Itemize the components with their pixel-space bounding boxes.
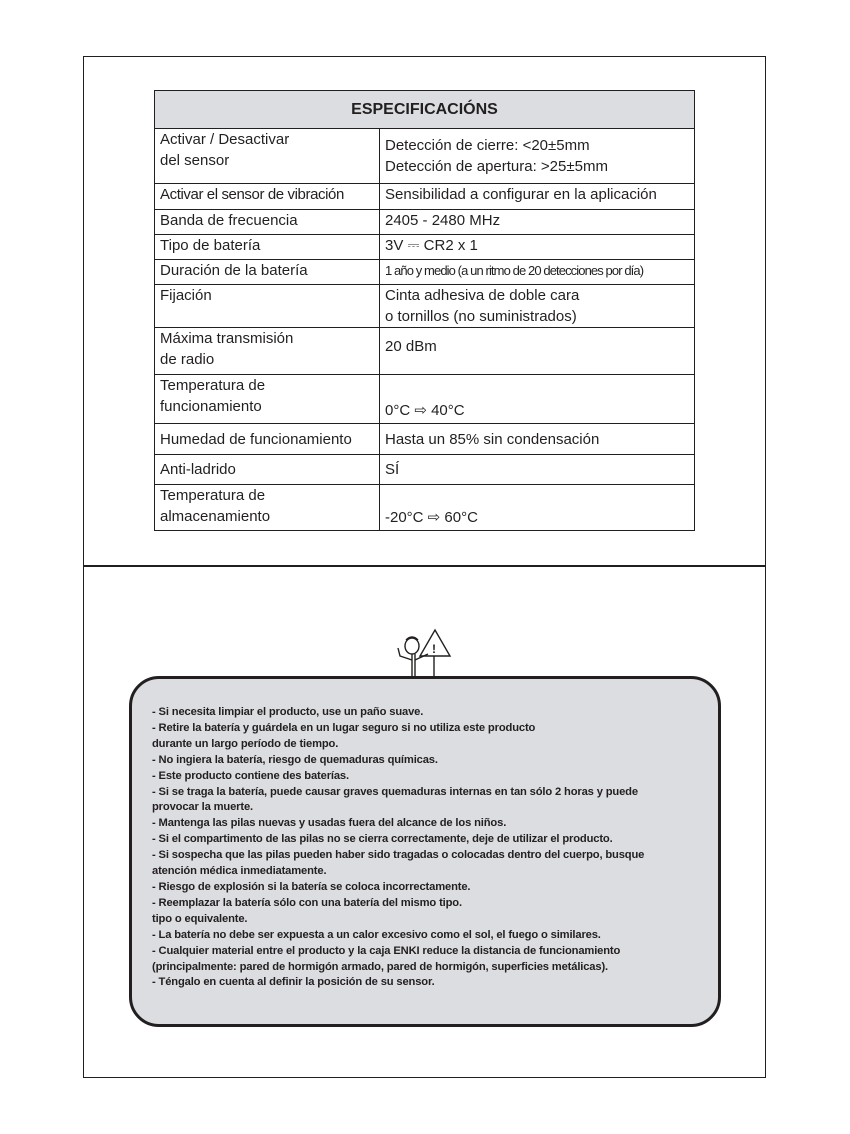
warning-line: - Reemplazar la batería sólo con una batería del mismo tipo. <box>152 896 462 909</box>
spec-label: Fijación <box>155 285 380 328</box>
warning-line: - Si se traga la batería, puede causar graves quemaduras internas en tan sólo 2 horas y puede <box>152 785 638 798</box>
spec-value: SÍ <box>380 455 695 485</box>
warning-line: atención médica inmediatamente. <box>152 865 327 878</box>
spec-label: Humedad de funcionamiento <box>155 424 380 455</box>
table-row <box>155 235 695 260</box>
safety-warning-box <box>129 676 721 1027</box>
spec-value: Hasta un 85% sin condensación <box>380 424 695 455</box>
spec-value: Cinta adhesiva de doble cara o tornillos (no suministrados) <box>380 285 695 328</box>
warning-line: - Si sospecha que las pilas pueden haber sido tragadas o colocadas dentro del cuerpo, busque <box>152 849 645 862</box>
spec-label: Temperatura de almacenamiento <box>155 485 380 531</box>
warning-line: - No ingiera la batería, riesgo de quemaduras químicas. <box>152 753 438 766</box>
spec-label: Máxima transmisión de radio <box>155 328 380 375</box>
spec-value: 20 dBm <box>380 328 695 375</box>
table-row <box>155 485 695 531</box>
warning-line: - Retire la batería y guárdela en un lugar seguro si no utiliza este producto <box>152 721 536 734</box>
table-row <box>155 184 695 210</box>
table-row <box>155 424 695 455</box>
section-divider <box>83 565 766 567</box>
warning-line: - Mantenga las pilas nuevas y usadas fuera del alcance de los niños. <box>152 817 507 830</box>
warning-line: - Si necesita limpiar el producto, use un paño suave. <box>152 706 424 718</box>
table-row <box>155 375 695 424</box>
warning-line: - Riesgo de explosión si la batería se coloca incorrectamente. <box>152 880 471 893</box>
spec-label: Duración de la batería <box>155 260 380 285</box>
table-row <box>155 129 695 184</box>
spec-label: Activar el sensor de vibración <box>155 184 380 210</box>
spec-value: 3V ⎓ CR2 x 1 <box>380 235 695 260</box>
warning-line: - Si el compartimento de las pilas no se cierra correctamente, deje de utilizar el producto. <box>152 833 613 846</box>
table-row <box>155 260 695 285</box>
warning-line: tipo o equivalente. <box>152 912 248 925</box>
warning-line: - Este producto contiene des baterías. <box>152 769 349 782</box>
table-title: ESPECIFICACIÓNS <box>155 91 695 129</box>
table-row <box>155 328 695 375</box>
spec-label: Activar / Desactivar del sensor <box>155 129 380 184</box>
warning-line: provocar la muerte. <box>152 801 253 814</box>
svg-text:!: ! <box>432 642 436 656</box>
spec-value: -20°C ⇨ 60°C <box>380 485 695 531</box>
table-row <box>155 455 695 485</box>
spec-value: 1 año y medio (a un ritmo de 20 detecciones por día) <box>380 260 695 285</box>
spec-value: 2405 - 2480 MHz <box>380 210 695 235</box>
spec-value: Sensibilidad a configurar en la aplicación <box>380 184 695 210</box>
spec-value: Detección de cierre: <20±5mm Detección de apertura: >25±5mm <box>380 129 695 184</box>
warning-line: - Téngalo en cuenta al definir la posición de su sensor. <box>152 976 435 989</box>
warning-line: durante un largo período de tiempo. <box>152 737 339 750</box>
warning-line: - La batería no debe ser expuesta a un calor excesivo como el sol, el fuego o similares. <box>152 928 601 941</box>
table-row <box>155 285 695 328</box>
warning-line: - Cualquier material entre el producto y la caja ENKI reduce la distancia de funcionamiento <box>152 944 621 957</box>
spec-value: 0°C ⇨ 40°C <box>380 375 695 424</box>
warning-line: (principalmente: pared de hormigón armado, pared de hormigón, superficies metálicas). <box>152 960 608 973</box>
spec-label: Anti-ladrido <box>155 455 380 485</box>
table-row <box>155 210 695 235</box>
specifications-table <box>154 90 695 531</box>
warning-text <box>152 705 644 991</box>
spec-label: Banda de frecuencia <box>155 210 380 235</box>
spec-label: Temperatura de funcionamiento <box>155 375 380 424</box>
spec-label: Tipo de batería <box>155 235 380 260</box>
